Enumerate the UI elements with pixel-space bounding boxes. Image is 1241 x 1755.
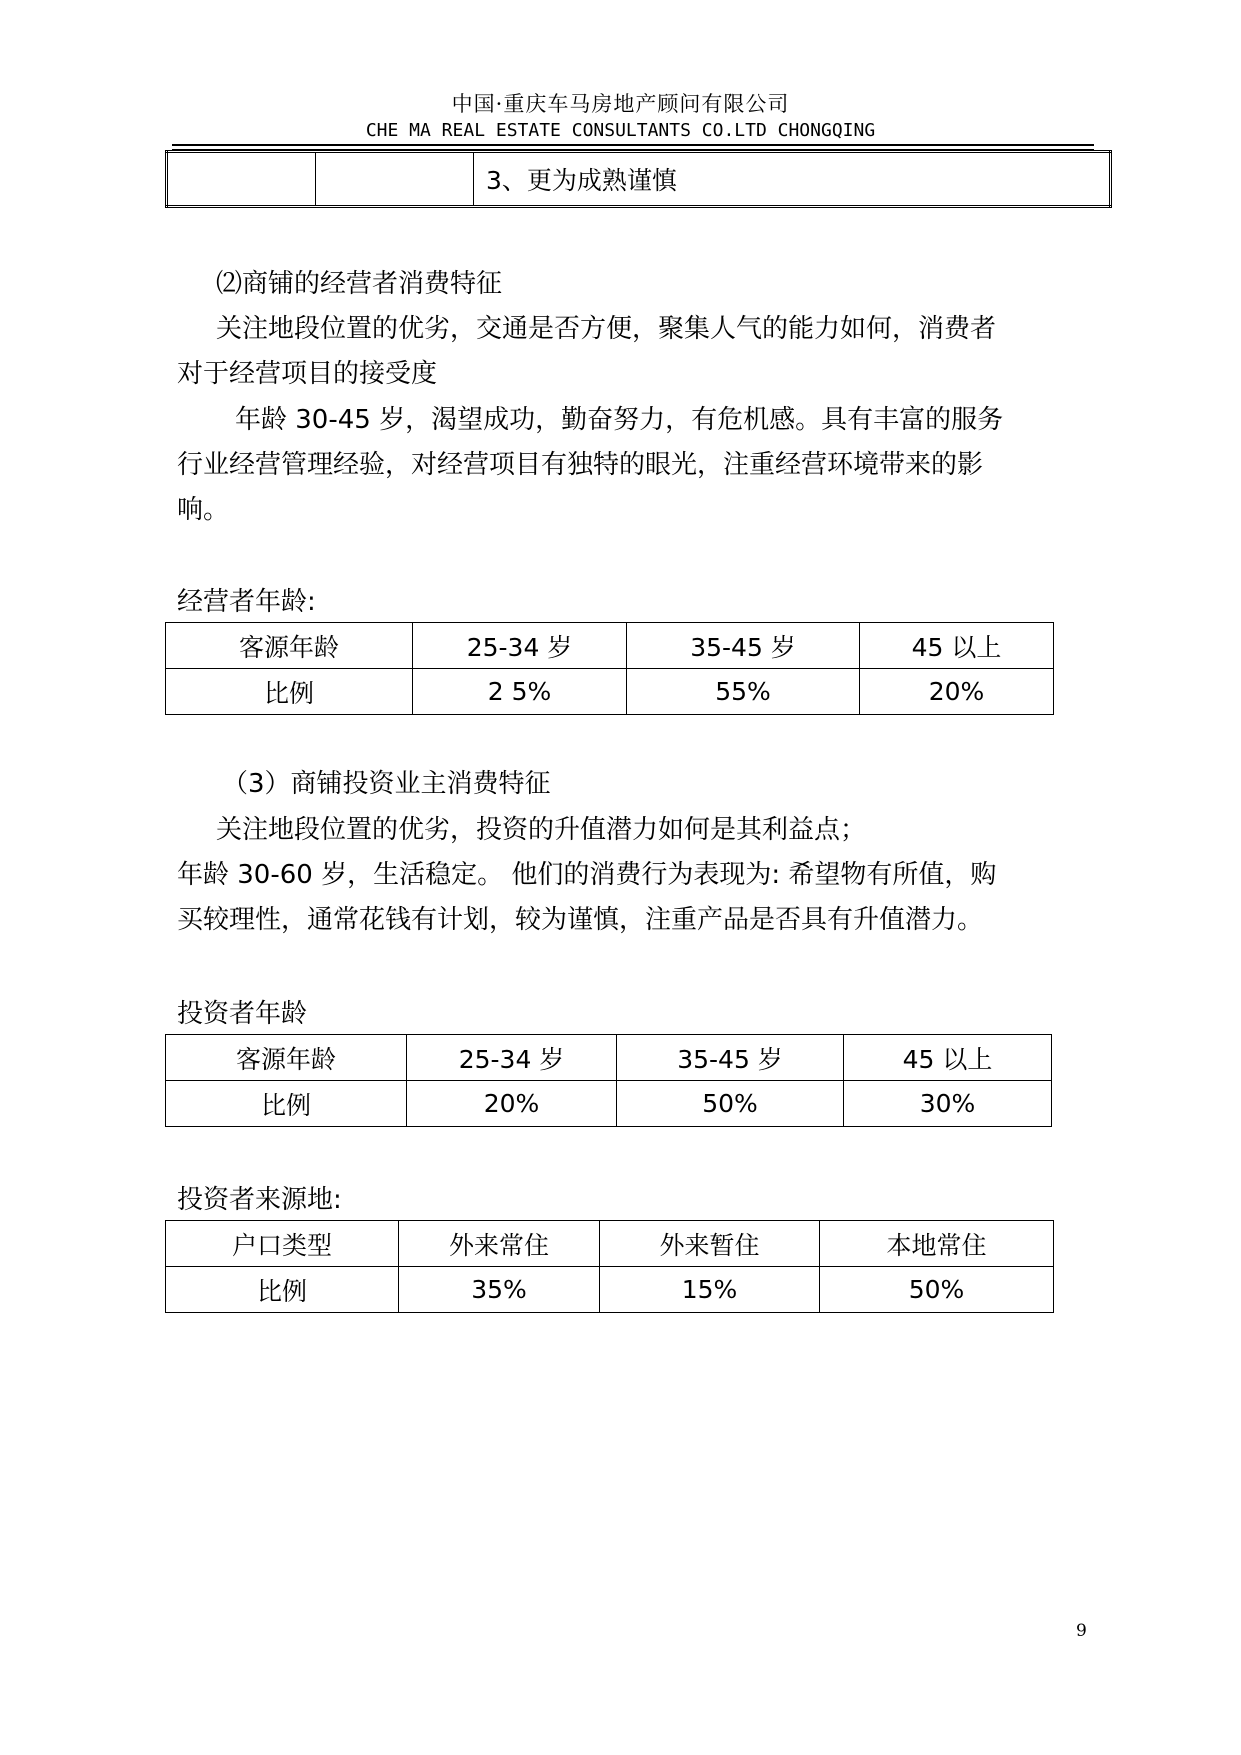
table-cell: 50% <box>820 1267 1054 1313</box>
table-cell: 35% <box>399 1267 600 1313</box>
table-row <box>166 1081 1052 1127</box>
table-cell: 45 以上 <box>844 1035 1052 1081</box>
section3-para2-line1: 年龄 30-60 岁，生活稳定。 他们的消费行为表现为: 希望物有所值，购 <box>177 860 997 890</box>
table-cell: 35-45 岁 <box>627 623 860 669</box>
table-header-row <box>166 623 1054 669</box>
table-cell: 20% <box>407 1081 617 1127</box>
table-cell: 25-34 岁 <box>407 1035 617 1081</box>
operator-age-caption: 经营者年龄: <box>177 587 316 617</box>
table-cell: 本地常住 <box>820 1221 1054 1267</box>
header-rule-thick <box>172 144 1094 146</box>
table-cell: 50% <box>617 1081 844 1127</box>
section3-heading: （3）商铺投资业主消费特征 <box>222 769 551 799</box>
table-cell <box>316 152 474 207</box>
company-name-en: CHE MA REAL ESTATE CONSULTANTS CO.LTD CHONGQING <box>365 120 876 141</box>
table-cell: 外来常住 <box>399 1221 600 1267</box>
section2-para1-line2: 对于经营项目的接受度 <box>177 359 438 389</box>
operator-age-table <box>165 622 1054 715</box>
section2-para2-line3: 响。 <box>177 495 230 525</box>
table-cell: 客源年龄 <box>166 623 413 669</box>
section2-para2-line2: 行业经营管理经验，对经营项目有独特的眼光，注重经营环境带来的影 <box>177 450 984 480</box>
table-cell: 客源年龄 <box>166 1035 407 1081</box>
table-cell: 3、更为成熟谨慎 <box>474 152 1111 207</box>
table-row <box>166 1267 1054 1313</box>
table-cell: 35-45 岁 <box>617 1035 844 1081</box>
table-cell: 比例 <box>166 1081 407 1127</box>
section2-para1-line1: 关注地段位置的优劣，交通是否方便，聚集人气的能力如何，消费者 <box>216 314 997 344</box>
section2-heading: ⑵商铺的经营者消费特征 <box>216 269 503 299</box>
table-cell: 比例 <box>166 669 413 715</box>
table-row <box>167 152 1111 207</box>
table-cell: 20% <box>860 669 1054 715</box>
table-header-row <box>166 1221 1054 1267</box>
investor-origin-table <box>165 1220 1054 1313</box>
continued-table <box>165 150 1112 208</box>
table-cell: 15% <box>600 1267 820 1313</box>
table-cell: 户口类型 <box>166 1221 399 1267</box>
table-cell: 55% <box>627 669 860 715</box>
table-cell: 2 5% <box>413 669 627 715</box>
page-number: 9 <box>1076 1621 1087 1641</box>
investor-age-table <box>165 1034 1052 1127</box>
table-cell: 30% <box>844 1081 1052 1127</box>
investor-age-caption: 投资者年龄 <box>177 999 308 1029</box>
table-header-row <box>166 1035 1052 1081</box>
section2-para2-line1: 年龄 30-45 岁，渴望成功，勤奋努力，有危机感。具有丰富的服务 <box>235 405 1004 435</box>
company-name-cn: 中国·重庆车马房地产顾问有限公司 <box>451 92 790 116</box>
section3-para1: 关注地段位置的优劣，投资的升值潜力如何是其利益点； <box>216 815 867 845</box>
table-row <box>166 669 1054 715</box>
table-cell: 25-34 岁 <box>413 623 627 669</box>
table-cell: 外来暂住 <box>600 1221 820 1267</box>
table-cell <box>167 152 316 207</box>
investor-origin-caption: 投资者来源地: <box>177 1185 342 1215</box>
table-cell: 45 以上 <box>860 623 1054 669</box>
table-cell: 比例 <box>166 1267 399 1313</box>
section3-para2-line2: 买较理性，通常花钱有计划，较为谨慎，注重产品是否具有升值潜力。 <box>177 905 984 935</box>
